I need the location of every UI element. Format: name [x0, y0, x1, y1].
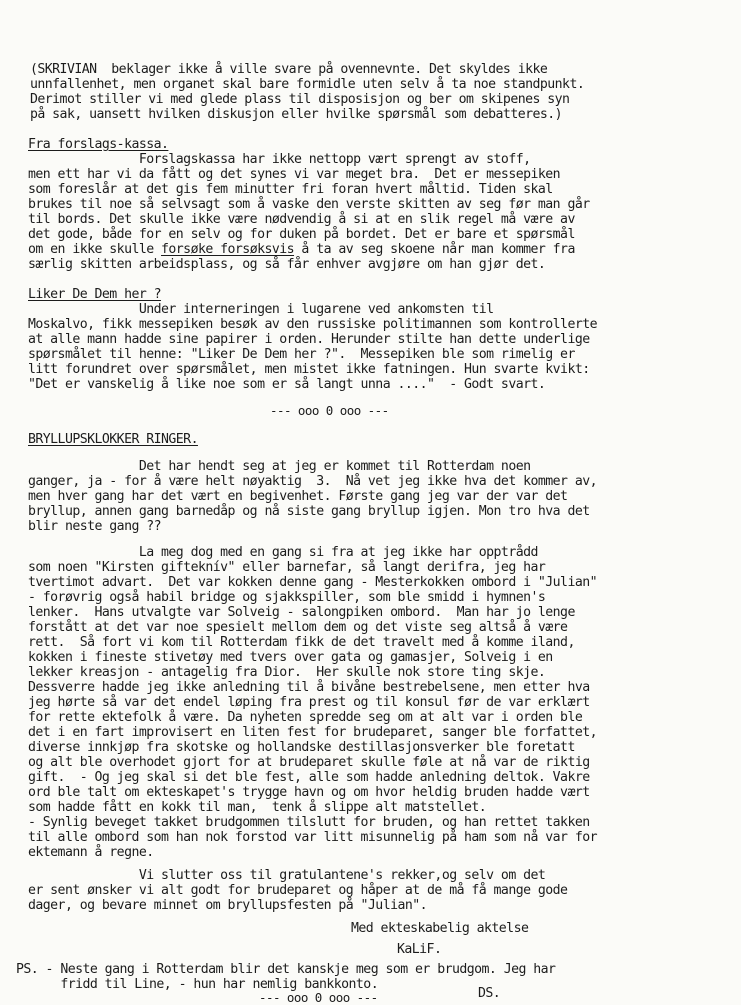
paragraph-line: blir neste gang ??	[28, 519, 162, 534]
closing-line: Med ekteskabelig aktelse	[351, 921, 529, 936]
paragraph-line: til alle ombord som han nok forstod var litt misunnelig på ham som nå var for	[28, 830, 597, 845]
paragraph-line: for rette ektefolk å være. Da nyheten spredde seg om at alt var i orden ble	[28, 710, 583, 725]
paragraph-line: ganger, ja - for å være helt nøyaktig 3. Nå vet jeg ikke hva det kommer av,	[28, 474, 597, 489]
paragraph-line: kokken i fineste stivetøy med tvers over gata og gamasjer, Solveig i en	[28, 650, 553, 665]
notice-line: på sak, uansett hvilken diskusjon eller hvilke spørsmål som debatteres.)	[30, 107, 563, 122]
paragraph-line: litt forundret over spørsmålet, men mistet ikke fatningen. Hun svarte kvikt:	[28, 362, 590, 377]
paragraph-line: Moskalvo, fikk messepiken besøk av den russiske politimannen som kontrollerte	[28, 317, 597, 332]
paragraph-line: bryllup, annen gang barnedåp og nå siste gang bryllup igjen. Mon tro hva det	[28, 504, 590, 519]
line-text: å ta av seg skoene når man kommer fra	[294, 242, 575, 257]
paragraph-line: rett. Så fort vi kom til Rotterdam fikk de det travelt med å komme iland,	[28, 635, 575, 650]
paragraph-line: tvertimot advart. Det var kokken denne gang - Mesterkokken ombord i "Julian"	[28, 575, 597, 590]
postscript-initials: DS.	[478, 986, 501, 1001]
paragraph-line: jeg hørte så var det endel løping fra prest og til konsul før de var erklært	[28, 695, 590, 710]
section-heading-forslag: Fra forslags-kassa.	[28, 137, 169, 152]
paragraph-line: La meg dog med en gang si fra at jeg ikke har opptrådd	[28, 545, 538, 560]
paragraph-line	[28, 242, 575, 257]
signature: KaLiF.	[397, 942, 442, 957]
paragraph-line: ektemann å regne.	[28, 845, 154, 860]
paragraph-line: at alle mann hadde sine papirer i orden. Herunder stilte han dette underlige	[28, 332, 590, 347]
postscript-line: PS. - Neste gang i Rotterdam blir det kanskje meg som er brudgom. Jeg har	[16, 962, 556, 977]
underlined-phrase: forsøke forsøksvis	[161, 242, 295, 257]
postscript-line: fridd til Line, - hun har nemlig bankkonto.	[16, 977, 379, 992]
paragraph-line: og alt ble overhodet gjort for at brudeparet skulle føle at nå var de riktig	[28, 755, 590, 770]
notice-line: unnfallenhet, men organet skal bare formidle uten selv å ta noe standpunkt.	[30, 77, 585, 92]
paragraph-line: særlig skitten arbeidsplass, og så får enhver avgjøre om han gjør det.	[28, 257, 546, 272]
paragraph-line: det i en fart improvisert en liten fest for brudeparet, sanger ble forfattet,	[28, 725, 597, 740]
paragraph-line: forstått at det var noe spesielt mellom dem og det viste seg altså å være	[28, 620, 568, 635]
paragraph-line: til bords. Det skulle ikke være nødvendig å si at en slik regel må være av	[28, 212, 575, 227]
paragraph-line: er sent ønsker vi alt godt for brudeparet og håper at de må få mange gode	[28, 883, 568, 898]
paragraph-line: brukes til noe så selvsagt som å vaske den verste skitten av seg før man går	[28, 197, 590, 212]
paragraph-line: - forøvrig også habil bridge og sjakkspiller, som ble smidd i hymnen's	[28, 590, 546, 605]
section-heading-bryllup: BRYLLUPSKLOKKER RINGER.	[28, 432, 198, 447]
paragraph-line: Under interneringen i lugarene ved ankomsten til	[28, 302, 494, 317]
paragraph-line: dager, og bevare minnet om bryllupsfesten på "Julian".	[28, 898, 428, 913]
paragraph-line: Forslagskassa har ikke nettopp vært sprengt av stoff,	[28, 152, 531, 167]
paragraph-line: diverse innkjøp fra skotske og hollandske destillasjonsverker ble foretatt	[28, 740, 575, 755]
paragraph-line: som noen "Kirsten gifteknív" eller barnefar, så langt derifra, jeg har	[28, 560, 546, 575]
section-heading-liker: Liker De Dem her ?	[28, 287, 162, 302]
paragraph-line: spørsmålet til henne: "Liker De Dem her ?". Messepiken ble som rimelig er	[28, 347, 575, 362]
paragraph-line: lenker. Hans utvalgte var Solveig - salongpiken ombord. Man har jo lenge	[28, 605, 575, 620]
notice-line: Derimot stiller vi med glede plass til disposisjon og ber om skipenes syn	[30, 92, 570, 107]
paragraph-line: som hadde fått en kokk til man, tenk å slippe alt matstellet.	[28, 800, 487, 815]
paragraph-line: ord ble talt om ekteskapet's trygge havn og om hvor heldig bruden hadde vært	[28, 785, 590, 800]
paragraph-line: Vi slutter oss til gratulantene's rekker,og selv om det	[28, 868, 546, 883]
line-text: om en ikke skulle	[28, 242, 162, 257]
paragraph-line: gift. - Og jeg skal si det ble fest, alle som hadde anledning deltok. Vakre	[28, 770, 590, 785]
paragraph-line: "Det er vanskelig å like noe som er så langt unna ...." - Godt svart.	[28, 377, 546, 392]
footer-separator: --- ooo 0 ooo ---	[259, 990, 378, 1005]
paragraph-line: men hver gang har det vært en begivenhet. Første gang jeg var der var det	[28, 489, 568, 504]
paragraph-line: Det har hendt seg at jeg er kommet til Rotterdam noen	[28, 459, 531, 474]
paragraph-line: - Synlig beveget takket brudgommen tilslutt for bruden, og han rettet takken	[28, 815, 590, 830]
paragraph-line: Dessverre hadde jeg ikke anledning til å bivåne bestrebelsene, men etter hva	[28, 680, 590, 695]
paragraph-line: men ett har vi da fått og det synes vi var meget bra. Det er messepiken	[28, 167, 561, 182]
notice-line: (SKRIVIAN beklager ikke å ville svare på ovennevnte. Det skyldes ikke	[30, 62, 548, 77]
paragraph-line: som foreslår at det gis fem minutter fri foran hvert måltid. Tiden skal	[28, 182, 553, 197]
paragraph-line: det gode, både for en selv og for duken på bordet. Det er bare et spørsmål	[28, 227, 575, 242]
separator: --- ooo 0 ooo ---	[270, 403, 389, 418]
paragraph-line: lekker kreasjon - antagelig fra Dior. Her skulle nok store ting skje.	[28, 665, 546, 680]
